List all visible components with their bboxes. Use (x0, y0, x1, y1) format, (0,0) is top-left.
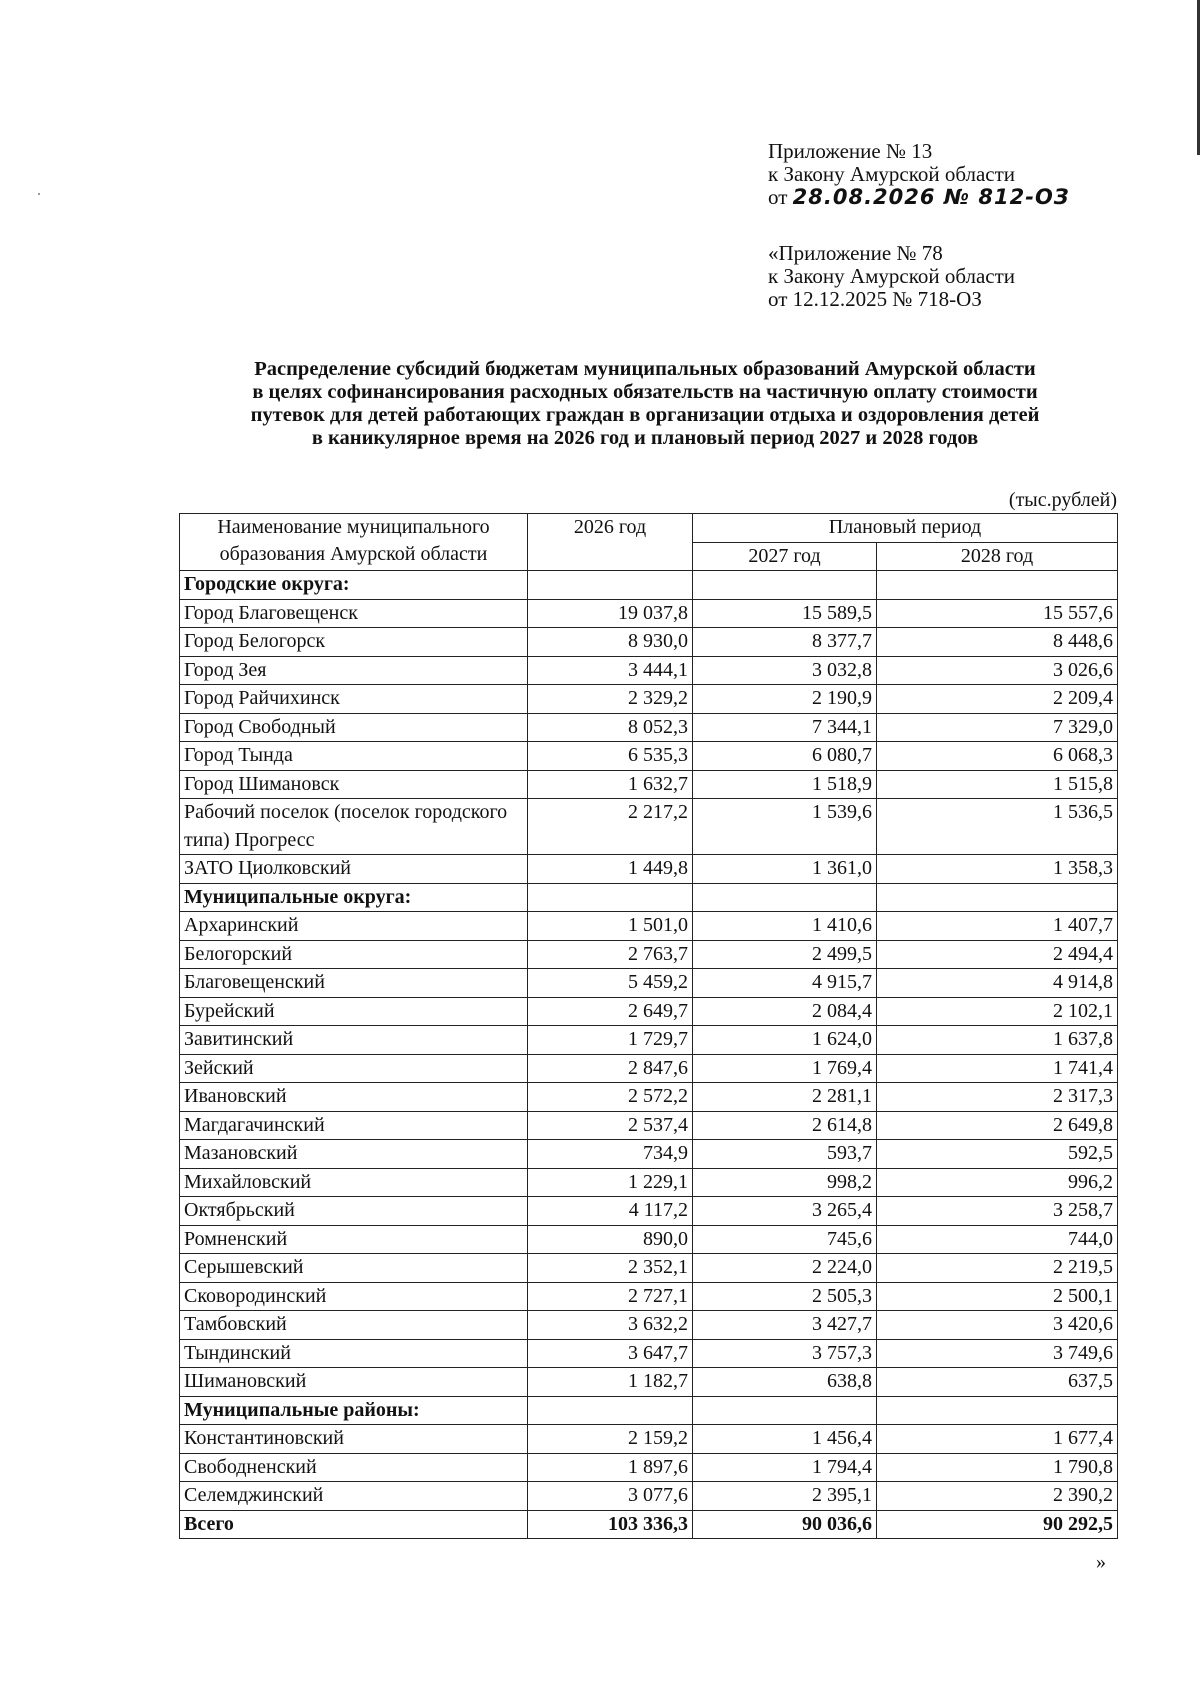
value-2026: 8 930,0 (528, 628, 693, 657)
value-2027: 1 769,4 (693, 1054, 877, 1083)
value-2027: 3 427,7 (693, 1311, 877, 1340)
value-2027: 6 080,7 (693, 742, 877, 771)
value-2028: 2 649,8 (877, 1111, 1118, 1140)
row-name: Свободненский (180, 1453, 528, 1482)
value-2027: 2 084,4 (693, 997, 877, 1026)
table-row (180, 599, 1118, 628)
value-2028: 744,0 (877, 1225, 1118, 1254)
value-2028: 3 749,6 (877, 1339, 1118, 1368)
row-name: Магдагачинский (180, 1111, 528, 1140)
section-row (180, 1396, 1118, 1425)
appendix-date-line (768, 186, 1070, 209)
value-2026: 3 632,2 (528, 1311, 693, 1340)
value-2026: 2 537,4 (528, 1111, 693, 1140)
appendix-current (768, 140, 1070, 209)
empty-cell (528, 571, 693, 600)
value-2026: 19 037,8 (528, 599, 693, 628)
value-2026: 2 572,2 (528, 1083, 693, 1112)
row-name: Михайловский (180, 1168, 528, 1197)
value-2028: 3 258,7 (877, 1197, 1118, 1226)
appendix-previous (768, 242, 1015, 311)
row-name: Белогорский (180, 940, 528, 969)
value-2028: 592,5 (877, 1140, 1118, 1169)
header-name (180, 514, 528, 571)
value-2026: 3 077,6 (528, 1482, 693, 1511)
value-2028: 15 557,6 (877, 599, 1118, 628)
row-name: Благовещенский (180, 969, 528, 998)
row-name: Ромненский (180, 1225, 528, 1254)
section-row (180, 571, 1118, 600)
empty-cell (877, 1396, 1118, 1425)
empty-cell (528, 883, 693, 912)
value-2027: 3 032,8 (693, 656, 877, 685)
row-name: Рабочий поселок (поселок городского типа) Прогресс (180, 799, 528, 855)
value-2026: 734,9 (528, 1140, 693, 1169)
section-title: Муниципальные округа: (180, 883, 528, 912)
value-2028: 2 390,2 (877, 1482, 1118, 1511)
value-2027: 2 190,9 (693, 685, 877, 714)
value-2026: 1 501,0 (528, 912, 693, 941)
row-name: Мазановский (180, 1140, 528, 1169)
table-row (180, 685, 1118, 714)
value-2028: 1 677,4 (877, 1425, 1118, 1454)
value-2026: 890,0 (528, 1225, 693, 1254)
value-2026: 8 052,3 (528, 713, 693, 742)
value-2028: 3 420,6 (877, 1311, 1118, 1340)
table-row (180, 1083, 1118, 1112)
total-2026: 103 336,3 (528, 1510, 693, 1539)
value-2027: 1 624,0 (693, 1026, 877, 1055)
table-row (180, 1368, 1118, 1397)
row-name: Селемджинский (180, 1482, 528, 1511)
value-2027: 4 915,7 (693, 969, 877, 998)
row-name: Город Тында (180, 742, 528, 771)
table-row (180, 1225, 1118, 1254)
value-2028: 7 329,0 (877, 713, 1118, 742)
row-name: Архаринский (180, 912, 528, 941)
row-name: Серышевский (180, 1254, 528, 1283)
document-title (160, 358, 1130, 450)
value-2027: 638,8 (693, 1368, 877, 1397)
empty-cell (877, 571, 1118, 600)
table-row (180, 1282, 1118, 1311)
row-name: Город Зея (180, 656, 528, 685)
table-row (180, 1140, 1118, 1169)
table-body (180, 571, 1118, 1539)
table-row (180, 1254, 1118, 1283)
value-2028: 6 068,3 (877, 742, 1118, 771)
value-2026: 1 632,7 (528, 770, 693, 799)
header-planned-period: Плановый период (693, 514, 1118, 543)
value-2027: 1 518,9 (693, 770, 877, 799)
value-2027: 7 344,1 (693, 713, 877, 742)
value-2027: 745,6 (693, 1225, 877, 1254)
row-name: Ивановский (180, 1083, 528, 1112)
table-row (180, 1482, 1118, 1511)
value-2028: 1 515,8 (877, 770, 1118, 799)
value-2028: 8 448,6 (877, 628, 1118, 657)
title-line-2: в целях софинансирования расходных обязательств на частичную оплату стоимости (252, 381, 1038, 403)
row-name: Тындинский (180, 1339, 528, 1368)
value-2028: 2 209,4 (877, 685, 1118, 714)
value-2028: 1 741,4 (877, 1054, 1118, 1083)
row-name: Константиновский (180, 1425, 528, 1454)
scan-speck (38, 193, 40, 195)
table-row (180, 940, 1118, 969)
row-name: Город Белогорск (180, 628, 528, 657)
row-name: Тамбовский (180, 1311, 528, 1340)
value-2027: 1 410,6 (693, 912, 877, 941)
value-2026: 2 352,1 (528, 1254, 693, 1283)
subsidy-table (179, 513, 1118, 1539)
header-2026: 2026 год (528, 514, 693, 571)
value-2027: 1 794,4 (693, 1453, 877, 1482)
units-label: (тыс.рублей) (1008, 489, 1117, 511)
table-row (180, 1453, 1118, 1482)
total-row (180, 1510, 1118, 1539)
value-2026: 2 763,7 (528, 940, 693, 969)
value-2028: 996,2 (877, 1168, 1118, 1197)
empty-cell (528, 1396, 693, 1425)
row-name: ЗАТО Циолковский (180, 855, 528, 884)
table-row (180, 799, 1118, 855)
value-2026: 6 535,3 (528, 742, 693, 771)
total-label: Всего (180, 1510, 528, 1539)
value-2028: 2 219,5 (877, 1254, 1118, 1283)
value-2026: 2 847,6 (528, 1054, 693, 1083)
row-name: Октябрьский (180, 1197, 528, 1226)
table-header (180, 514, 1118, 571)
empty-cell (877, 883, 1118, 912)
appendix-date-prefix: от (768, 185, 788, 209)
appendix-law-ref: к Закону Амурской области (768, 162, 1016, 186)
table-row (180, 1339, 1118, 1368)
table-row (180, 656, 1118, 685)
value-2027: 8 377,7 (693, 628, 877, 657)
header-2027: 2027 год (693, 542, 877, 571)
table-row (180, 742, 1118, 771)
value-2028: 637,5 (877, 1368, 1118, 1397)
title-line-1: Распределение субсидий бюджетам муниципальных образований Амурской области (254, 358, 1036, 380)
table-row (180, 770, 1118, 799)
value-2026: 3 444,1 (528, 656, 693, 685)
table-row (180, 1197, 1118, 1226)
value-2027: 2 224,0 (693, 1254, 877, 1283)
empty-cell (693, 883, 877, 912)
table-row (180, 1054, 1118, 1083)
value-2027: 2 614,8 (693, 1111, 877, 1140)
section-title: Городские округа: (180, 571, 528, 600)
value-2026: 2 727,1 (528, 1282, 693, 1311)
value-2027: 2 395,1 (693, 1482, 877, 1511)
value-2027: 2 499,5 (693, 940, 877, 969)
table-row (180, 969, 1118, 998)
value-2027: 998,2 (693, 1168, 877, 1197)
row-name: Город Благовещенск (180, 599, 528, 628)
row-name: Зейский (180, 1054, 528, 1083)
value-2027: 3 265,4 (693, 1197, 877, 1226)
value-2026: 3 647,7 (528, 1339, 693, 1368)
table-row (180, 912, 1118, 941)
value-2026: 2 649,7 (528, 997, 693, 1026)
row-name: Город Райчихинск (180, 685, 528, 714)
table-row (180, 1111, 1118, 1140)
value-2028: 2 102,1 (877, 997, 1118, 1026)
prev-appendix-date: от 12.12.2025 № 718-ОЗ (768, 287, 982, 311)
value-2028: 4 914,8 (877, 969, 1118, 998)
value-2028: 1 536,5 (877, 799, 1118, 855)
value-2027: 2 505,3 (693, 1282, 877, 1311)
table-row (180, 628, 1118, 657)
value-2027: 1 539,6 (693, 799, 877, 855)
appendix-number: Приложение № 13 (768, 139, 933, 163)
value-2027: 593,7 (693, 1140, 877, 1169)
table-row (180, 1311, 1118, 1340)
table-row (180, 1425, 1118, 1454)
table-row (180, 1168, 1118, 1197)
row-name: Шимановский (180, 1368, 528, 1397)
total-2027: 90 036,6 (693, 1510, 877, 1539)
value-2026: 1 729,7 (528, 1026, 693, 1055)
value-2027: 3 757,3 (693, 1339, 877, 1368)
value-2026: 4 117,2 (528, 1197, 693, 1226)
row-name: Город Свободный (180, 713, 528, 742)
value-2026: 2 217,2 (528, 799, 693, 855)
table-row (180, 855, 1118, 884)
value-2028: 3 026,6 (877, 656, 1118, 685)
empty-cell (693, 1396, 877, 1425)
header-name-line-2: образования Амурской области (219, 543, 488, 565)
table-row (180, 713, 1118, 742)
value-2028: 2 494,4 (877, 940, 1118, 969)
value-2028: 1 790,8 (877, 1453, 1118, 1482)
value-2026: 1 229,1 (528, 1168, 693, 1197)
value-2026: 2 159,2 (528, 1425, 693, 1454)
value-2026: 1 449,8 (528, 855, 693, 884)
value-2027: 15 589,5 (693, 599, 877, 628)
header-2028: 2028 год (877, 542, 1118, 571)
header-name-line-1: Наименование муниципального (217, 516, 490, 538)
section-row (180, 883, 1118, 912)
value-2028: 2 500,1 (877, 1282, 1118, 1311)
closing-quote: » (1096, 1551, 1106, 1573)
title-line-3: путевок для детей работающих граждан в организации отдыха и оздоровления детей (250, 404, 1040, 426)
value-2028: 1 407,7 (877, 912, 1118, 941)
handwritten-date-number: 28.08.2026 № 812-ОЗ (792, 185, 1070, 209)
empty-cell (693, 571, 877, 600)
value-2026: 1 182,7 (528, 1368, 693, 1397)
row-name: Город Шимановск (180, 770, 528, 799)
value-2026: 5 459,2 (528, 969, 693, 998)
total-2028: 90 292,5 (877, 1510, 1118, 1539)
prev-appendix-number: «Приложение № 78 (768, 241, 943, 265)
value-2027: 1 361,0 (693, 855, 877, 884)
value-2027: 2 281,1 (693, 1083, 877, 1112)
title-line-4: в каникулярное время на 2026 год и плановый период 2027 и 2028 годов (311, 427, 979, 449)
row-name: Сковородинский (180, 1282, 528, 1311)
table-row (180, 997, 1118, 1026)
section-title: Муниципальные районы: (180, 1396, 528, 1425)
prev-appendix-law-ref: к Закону Амурской области (768, 264, 1016, 288)
value-2028: 2 317,3 (877, 1083, 1118, 1112)
value-2026: 1 897,6 (528, 1453, 693, 1482)
value-2026: 2 329,2 (528, 685, 693, 714)
table-row (180, 1026, 1118, 1055)
value-2027: 1 456,4 (693, 1425, 877, 1454)
value-2028: 1 358,3 (877, 855, 1118, 884)
row-name: Завитинский (180, 1026, 528, 1055)
row-name: Бурейский (180, 997, 528, 1026)
value-2028: 1 637,8 (877, 1026, 1118, 1055)
